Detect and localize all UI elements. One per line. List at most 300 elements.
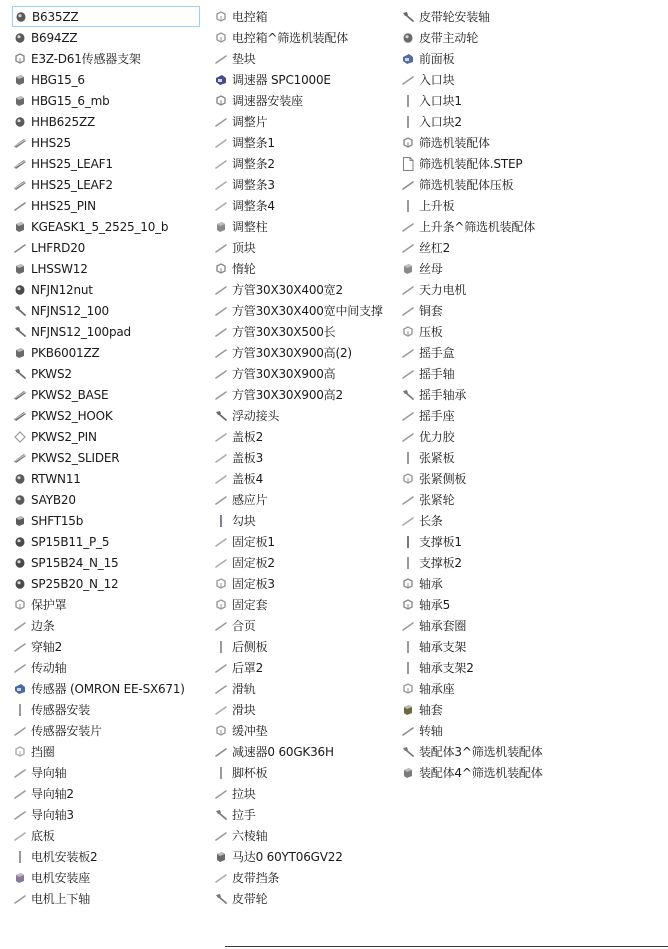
- file-item[interactable]: [12, 825, 200, 846]
- file-item-label: 调速器 SPC1000E: [232, 73, 331, 87]
- part-rod-icon: [12, 618, 28, 634]
- file-item[interactable]: [12, 552, 200, 573]
- file-item-label: 固定板2: [232, 556, 275, 570]
- part-bar-icon: [400, 114, 416, 130]
- part-bracket-icon: [400, 576, 416, 592]
- file-item[interactable]: [213, 405, 391, 426]
- file-item-label: LHFRD20: [31, 240, 86, 255]
- file-column-2: [213, 6, 391, 909]
- file-item-label: 皮带挡条: [232, 871, 280, 885]
- file-item-label: HBG15_6_mb: [31, 93, 110, 108]
- file-item[interactable]: [213, 258, 391, 279]
- file-item-label: 长条: [419, 514, 443, 528]
- file-item-label: SP15B24_N_15: [31, 555, 119, 570]
- file-item[interactable]: [400, 573, 662, 594]
- file-item-label: HBG15_6: [31, 72, 85, 87]
- part-rod-icon: [12, 240, 28, 256]
- file-item[interactable]: [400, 636, 662, 657]
- part-rail-icon: [12, 408, 28, 424]
- part-rod-icon: [213, 324, 229, 340]
- file-item[interactable]: [12, 657, 200, 678]
- part-rod-icon: [213, 681, 229, 697]
- file-item[interactable]: [400, 132, 662, 153]
- file-item-label: 轴承支架: [419, 640, 467, 654]
- part-bolt-icon: [400, 387, 416, 403]
- file-item[interactable]: [400, 216, 662, 237]
- file-item[interactable]: [12, 237, 200, 258]
- file-item[interactable]: [213, 657, 391, 678]
- file-item[interactable]: [12, 846, 200, 867]
- file-item-label: 装配体3^筛选机装配体: [419, 745, 543, 759]
- file-item[interactable]: [400, 48, 662, 69]
- file-item[interactable]: [213, 216, 391, 237]
- file-item-label: 传感器 (OMRON EE-SX671): [31, 682, 185, 696]
- file-item[interactable]: [400, 27, 662, 48]
- file-item-label: PKWS2_SLIDER: [31, 450, 120, 465]
- file-item[interactable]: [213, 300, 391, 321]
- part-rod-icon: [213, 114, 229, 130]
- file-item[interactable]: [400, 594, 662, 615]
- file-item[interactable]: [12, 867, 200, 888]
- part-rod-icon: [400, 240, 416, 256]
- part-ring-icon: [400, 30, 416, 46]
- file-item[interactable]: [400, 384, 662, 405]
- file-item-label: 合页: [232, 619, 256, 633]
- file-item-label: RTWN11: [31, 471, 81, 486]
- file-item-label: 天力电机: [419, 283, 467, 297]
- file-item-label: 六棱轴: [232, 829, 268, 843]
- file-item[interactable]: [12, 426, 200, 447]
- file-item-label: 轴承: [419, 577, 443, 591]
- part-rod-icon: [213, 786, 229, 802]
- file-item-label: 支撑板1: [419, 535, 462, 549]
- file-item-label: SHFT15b: [31, 513, 84, 528]
- file-item[interactable]: [12, 405, 200, 426]
- file-item[interactable]: [213, 594, 391, 615]
- file-item[interactable]: [12, 174, 200, 195]
- file-item[interactable]: [12, 804, 200, 825]
- part-rod-icon: [12, 891, 28, 907]
- file-item[interactable]: [213, 321, 391, 342]
- file-item-label: 盖板2: [232, 430, 264, 444]
- file-item[interactable]: [213, 846, 391, 867]
- file-item[interactable]: [213, 384, 391, 405]
- file-item[interactable]: [12, 258, 200, 279]
- part-ring-icon: [12, 534, 28, 550]
- file-item[interactable]: [12, 888, 200, 909]
- file-item-label: 装配体4^筛选机装配体: [419, 766, 543, 780]
- file-item[interactable]: [12, 531, 200, 552]
- file-item-label: 轴承支架2: [419, 661, 474, 675]
- part-block-icon: [400, 765, 416, 781]
- file-item-label: 垫块: [232, 52, 256, 66]
- part-block-icon: [12, 261, 28, 277]
- file-item[interactable]: [12, 132, 200, 153]
- file-item-label: PKWS2_BASE: [31, 387, 109, 402]
- file-item-label: 转轴: [419, 724, 443, 738]
- file-item-label: 方管30X30X500长: [232, 325, 336, 339]
- part-bracket-icon: [213, 261, 229, 277]
- file-item[interactable]: [213, 762, 391, 783]
- part-rail-icon: [12, 177, 28, 193]
- part-block-icon: [213, 849, 229, 865]
- file-item-label: 后罩2: [232, 661, 264, 675]
- file-item[interactable]: [213, 741, 391, 762]
- file-item[interactable]: [213, 342, 391, 363]
- file-item[interactable]: [12, 510, 200, 531]
- part-rod-icon: [400, 429, 416, 445]
- file-item[interactable]: [12, 762, 200, 783]
- part-bracket-icon: [400, 681, 416, 697]
- file-item-label: 上升条^筛选机装配体: [419, 220, 536, 234]
- part-ring-icon: [12, 114, 28, 130]
- part-bolt-icon: [12, 324, 28, 340]
- file-item-label: 轴套: [419, 703, 443, 717]
- part-block-icon: [12, 72, 28, 88]
- part-bar-icon: [213, 513, 229, 529]
- part-rod-icon: [213, 303, 229, 319]
- file-item[interactable]: [213, 237, 391, 258]
- file-item[interactable]: [400, 300, 662, 321]
- part-rod-icon: [400, 513, 416, 529]
- file-item-label: 传感器安装片: [31, 724, 102, 738]
- file-item-label: E3Z-D61传感器支架: [31, 52, 141, 66]
- part-rod-icon: [400, 345, 416, 361]
- file-item-label: 减速器0 60GK36H: [232, 745, 334, 759]
- file-item[interactable]: [400, 741, 662, 762]
- file-item[interactable]: [12, 90, 200, 111]
- part-rod-icon: [213, 618, 229, 634]
- part-rod-icon: [213, 555, 229, 571]
- file-item[interactable]: [400, 678, 662, 699]
- part-block-icon: [12, 345, 28, 361]
- part-rod-icon: [213, 345, 229, 361]
- file-item[interactable]: [400, 468, 662, 489]
- file-item-label: 调整条2: [232, 157, 275, 171]
- file-item-label: 马达0 60YT06GV22: [232, 850, 343, 864]
- file-item[interactable]: [400, 426, 662, 447]
- file-item-label: HHS25_LEAF1: [31, 156, 113, 171]
- file-item[interactable]: [213, 888, 391, 909]
- file-item[interactable]: [400, 342, 662, 363]
- file-item-label: 导向轴2: [31, 787, 74, 801]
- file-item-label: 电机上下轴: [31, 892, 91, 906]
- part-diamond-icon: [12, 429, 28, 445]
- file-item[interactable]: [12, 594, 200, 615]
- part-rod-icon: [12, 828, 28, 844]
- part-rod-icon: [213, 135, 229, 151]
- file-item-label: 边条: [31, 619, 55, 633]
- file-item[interactable]: [213, 825, 391, 846]
- file-item[interactable]: [400, 195, 662, 216]
- part-bracket-icon: [213, 93, 229, 109]
- file-item-label: 后侧板: [232, 640, 268, 654]
- part-bar-icon: [400, 198, 416, 214]
- file-item[interactable]: [12, 363, 200, 384]
- part-ring-icon: [12, 492, 28, 508]
- file-item[interactable]: [213, 783, 391, 804]
- file-item[interactable]: [12, 489, 200, 510]
- file-item-label: PKB6001ZZ: [31, 345, 100, 360]
- part-bracket-icon: [213, 9, 229, 25]
- file-item-label: B635ZZ: [32, 9, 79, 24]
- file-item[interactable]: [400, 321, 662, 342]
- file-item[interactable]: [12, 342, 200, 363]
- file-item-label: HHS25_PIN: [31, 198, 96, 213]
- file-item[interactable]: [400, 174, 662, 195]
- part-block-icon: [213, 219, 229, 235]
- file-item[interactable]: [213, 90, 391, 111]
- part-bolt-icon: [213, 408, 229, 424]
- file-item-label: 导向轴3: [31, 808, 74, 822]
- file-item[interactable]: [400, 111, 662, 132]
- file-item[interactable]: [213, 720, 391, 741]
- part-rod-icon: [213, 471, 229, 487]
- file-item[interactable]: [213, 447, 391, 468]
- file-item[interactable]: [213, 867, 391, 888]
- file-item-label: SP15B11_P_5: [31, 534, 110, 549]
- file-item[interactable]: [12, 216, 200, 237]
- file-item-label: 方管30X30X400宽中间支撑: [232, 304, 383, 318]
- part-ring-icon: [12, 555, 28, 571]
- part-bar-icon: [400, 450, 416, 466]
- file-item[interactable]: [12, 69, 200, 90]
- file-item[interactable]: [213, 132, 391, 153]
- file-item[interactable]: [12, 321, 200, 342]
- file-item-label: PKWS2: [31, 366, 72, 381]
- part-bolt-icon: [12, 366, 28, 382]
- file-item[interactable]: [12, 699, 200, 720]
- file-item-label: 轴承套圈: [419, 619, 467, 633]
- file-item-label: 方管30X30X900高: [232, 367, 336, 381]
- file-item-label: 传动轴: [31, 661, 67, 675]
- file-item[interactable]: [12, 447, 200, 468]
- part-rod-icon: [213, 240, 229, 256]
- file-item[interactable]: [400, 657, 662, 678]
- file-item[interactable]: [12, 300, 200, 321]
- file-item[interactable]: [12, 384, 200, 405]
- part-rod-icon: [400, 303, 416, 319]
- file-item-label: 传感器安装: [31, 703, 91, 717]
- part-bracket-icon: [213, 30, 229, 46]
- file-item[interactable]: [12, 111, 200, 132]
- part-rod-icon: [400, 408, 416, 424]
- file-item[interactable]: [400, 762, 662, 783]
- file-item[interactable]: [12, 615, 200, 636]
- file-item[interactable]: [400, 279, 662, 300]
- part-rod-icon: [213, 534, 229, 550]
- part-bar-icon: [400, 555, 416, 571]
- part-rod-icon: [213, 870, 229, 886]
- file-item-label: 固定板3: [232, 577, 275, 591]
- file-item[interactable]: [213, 195, 391, 216]
- file-item-label: 拉手: [232, 808, 256, 822]
- part-bolt-icon: [400, 744, 416, 760]
- part-rail-icon: [12, 450, 28, 466]
- file-item[interactable]: [213, 636, 391, 657]
- part-bar-icon: [213, 639, 229, 655]
- file-item[interactable]: [213, 699, 391, 720]
- file-item[interactable]: [213, 111, 391, 132]
- file-item[interactable]: [213, 174, 391, 195]
- part-rod-icon: [12, 198, 28, 214]
- file-column-1: [12, 6, 200, 909]
- part-bar-icon: [213, 765, 229, 781]
- file-item-label: 皮带轮: [232, 892, 268, 906]
- part-block-icon: [12, 219, 28, 235]
- file-item-label: 勾块: [232, 514, 256, 528]
- part-rod-icon: [213, 51, 229, 67]
- part-block-icon: [12, 93, 28, 109]
- file-item[interactable]: [400, 363, 662, 384]
- file-item[interactable]: [213, 468, 391, 489]
- part-bracket-icon: [400, 324, 416, 340]
- part-bracket-icon: [400, 597, 416, 613]
- file-item-label: 调速器安装座: [232, 94, 303, 108]
- file-item[interactable]: [213, 489, 391, 510]
- part-bar-icon: [12, 849, 28, 865]
- file-item-label: 滑轨: [232, 682, 256, 696]
- file-item[interactable]: [400, 615, 662, 636]
- part-rod-icon: [400, 366, 416, 382]
- file-item[interactable]: [213, 27, 391, 48]
- file-item-label: 穿轴2: [31, 640, 63, 654]
- file-item-label: SP25B20_N_12: [31, 576, 119, 591]
- file-item[interactable]: [213, 69, 391, 90]
- file-item-label: 方管30X30X900高2: [232, 388, 343, 402]
- part-rod-icon: [213, 198, 229, 214]
- file-item-label: 筛选机装配体.STEP: [419, 157, 523, 171]
- file-item-label: 挡圈: [31, 745, 55, 759]
- file-item-label: 电控箱: [232, 10, 268, 24]
- file-item[interactable]: [12, 741, 200, 762]
- file-item-label: 惰轮: [232, 262, 256, 276]
- file-item-label: 感应片: [232, 493, 268, 507]
- file-item[interactable]: [12, 279, 200, 300]
- file-item[interactable]: [12, 573, 200, 594]
- file-item[interactable]: [400, 237, 662, 258]
- part-sensor-icon: [213, 72, 229, 88]
- file-item-label: PKWS2_HOOK: [31, 408, 113, 423]
- file-item[interactable]: [213, 510, 391, 531]
- file-item[interactable]: [400, 531, 662, 552]
- part-block-icon: [12, 870, 28, 886]
- file-item-label: 摇手轴承: [419, 388, 467, 402]
- part-rod-icon: [213, 450, 229, 466]
- file-item[interactable]: [213, 426, 391, 447]
- file-item-label: 轴承座: [419, 682, 455, 696]
- file-item[interactable]: [213, 48, 391, 69]
- file-item[interactable]: [12, 636, 200, 657]
- file-item[interactable]: [12, 6, 200, 27]
- file-item-label: 脚杯板: [232, 766, 268, 780]
- file-item-label: 铜套: [419, 304, 443, 318]
- file-item-label: 轴承5: [419, 598, 451, 612]
- part-bolt-icon: [213, 891, 229, 907]
- file-item-label: 浮动接头: [232, 409, 280, 423]
- file-item[interactable]: [400, 90, 662, 111]
- file-item-label: 缓冲垫: [232, 724, 268, 738]
- file-item[interactable]: [213, 363, 391, 384]
- part-ring-icon: [12, 576, 28, 592]
- file-item-label: 调整柱: [232, 220, 268, 234]
- file-item-label: NFJNS12_100pad: [31, 324, 131, 339]
- part-rod-icon: [213, 429, 229, 445]
- file-item-label: 电控箱^筛选机装配体: [232, 31, 349, 45]
- file-item-label: 滑块: [232, 703, 256, 717]
- part-rod-icon: [400, 282, 416, 298]
- file-item[interactable]: [400, 258, 662, 279]
- part-ring-icon: [12, 471, 28, 487]
- file-item[interactable]: [400, 153, 662, 174]
- file-item[interactable]: [12, 720, 200, 741]
- part-block-icon: [400, 261, 416, 277]
- file-item[interactable]: [400, 6, 662, 27]
- part-ring-icon: [13, 9, 29, 25]
- file-item[interactable]: [400, 489, 662, 510]
- file-item[interactable]: [213, 678, 391, 699]
- part-bar-icon: [12, 702, 28, 718]
- file-item[interactable]: [213, 531, 391, 552]
- part-bar-icon: [400, 93, 416, 109]
- file-item[interactable]: [12, 27, 200, 48]
- file-item-label: 底板: [31, 829, 55, 843]
- file-item[interactable]: [12, 468, 200, 489]
- file-item-label: LHSSW12: [31, 261, 88, 276]
- file-item[interactable]: [400, 405, 662, 426]
- file-item[interactable]: [400, 699, 662, 720]
- file-item[interactable]: [213, 615, 391, 636]
- file-item[interactable]: [213, 153, 391, 174]
- file-item[interactable]: [400, 720, 662, 741]
- part-rod-icon: [213, 660, 229, 676]
- file-item[interactable]: [213, 804, 391, 825]
- file-item[interactable]: [400, 447, 662, 468]
- file-item-label: 摇手座: [419, 409, 455, 423]
- file-item-label: 压板: [419, 325, 443, 339]
- file-item[interactable]: [12, 153, 200, 174]
- file-column-3: [400, 6, 662, 783]
- file-item-label: 顶块: [232, 241, 256, 255]
- part-rod-icon: [213, 156, 229, 172]
- file-item-label: 方管30X30X900高(2): [232, 346, 352, 360]
- file-item-label: 方管30X30X400宽2: [232, 283, 343, 297]
- file-item[interactable]: [12, 783, 200, 804]
- part-bracket-icon: [12, 744, 28, 760]
- file-item[interactable]: [400, 510, 662, 531]
- part-sensor-icon: [12, 681, 28, 697]
- file-item[interactable]: [213, 279, 391, 300]
- file-item-label: 固定套: [232, 598, 268, 612]
- part-rod-icon: [12, 639, 28, 655]
- file-item[interactable]: [12, 195, 200, 216]
- part-rod-icon: [213, 492, 229, 508]
- file-item-label: 优力胶: [419, 430, 455, 444]
- file-item[interactable]: [400, 69, 662, 90]
- bottom-divider: [225, 946, 668, 947]
- file-item[interactable]: [12, 48, 200, 69]
- file-item-label: 盖板3: [232, 451, 264, 465]
- part-bracket-icon: [400, 135, 416, 151]
- file-item[interactable]: [213, 573, 391, 594]
- file-item-label: 摇手盒: [419, 346, 455, 360]
- file-item[interactable]: [400, 552, 662, 573]
- file-item[interactable]: [213, 552, 391, 573]
- file-item[interactable]: [12, 678, 200, 699]
- file-item[interactable]: [213, 6, 391, 27]
- part-block-icon: [400, 702, 416, 718]
- part-rod-icon: [213, 744, 229, 760]
